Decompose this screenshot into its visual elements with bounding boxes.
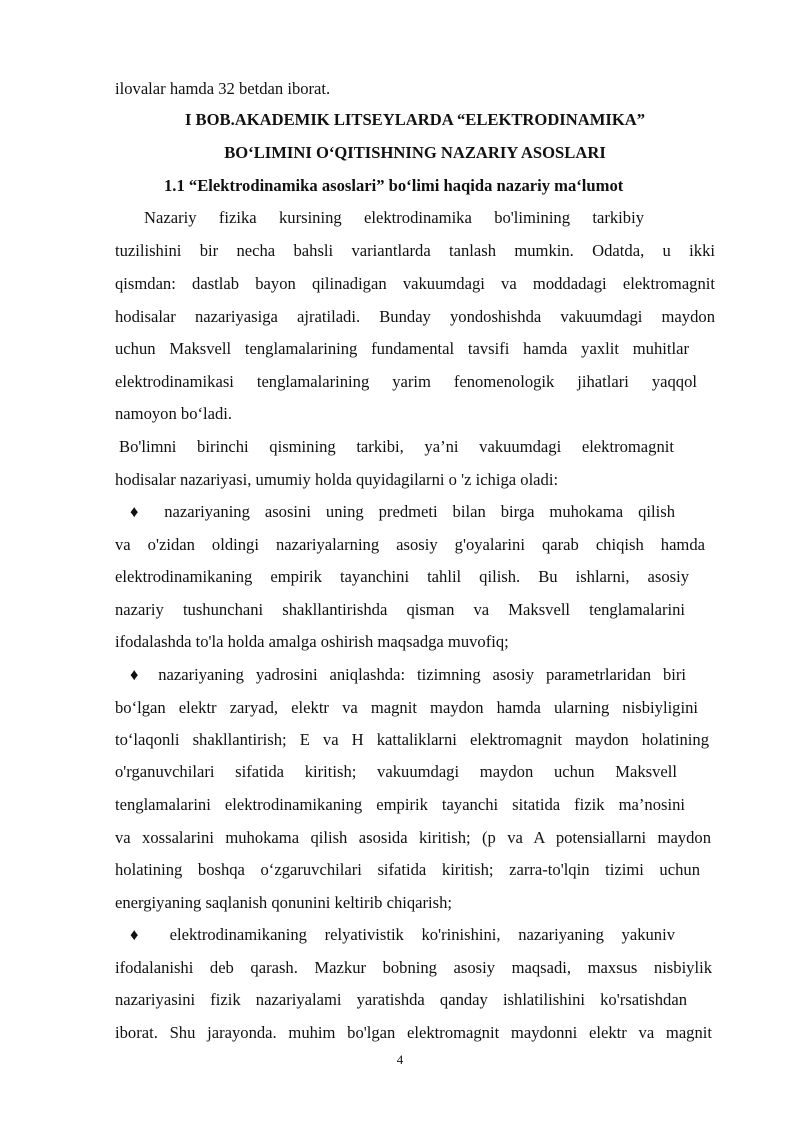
paragraph-line: hodisalar nazariyasiga ajratiladi. Bunday yondoshishda vakuumdagi maydon	[115, 307, 715, 326]
paragraph-line: elektrodinamikasi tenglamalarining yarim fenomenologik jihatlari yaqqol	[115, 372, 697, 391]
paragraph-line: nazariyasini fizik nazariyalami yaratishda qanday ishlatilishini ko'rsatishdan	[115, 990, 687, 1009]
paragraph-line: tuzilishini bir necha bahsli variantlarda tanlash mumkin. Odatda, u ikki	[115, 241, 715, 260]
chapter-title-line-1: I BOB.AKADEMIK LITSEYLARDA “ELEKTRODINAMIKA”	[184, 110, 646, 129]
paragraph-line: nazariy tushunchani shakllantirishda qisman va Maksvell tenglamalarini	[115, 600, 685, 619]
bullet-item-line: ♦ nazariyaning asosini uning predmeti bilan birga muhokama qilish	[130, 502, 675, 521]
paragraph-line: to‘laqonli shakllantirish; E va H kattaliklarni elektromagnit maydon holatining	[115, 730, 709, 749]
text-line-continuation: ilovalar hamda 32 betdan iborat.	[115, 79, 331, 98]
section-heading: 1.1 “Elektrodinamika asoslari” bo‘limi haqida nazariy ma‘lumot	[164, 176, 624, 195]
paragraph-line: o'rganuvchilari sifatida kiritish; vakuumdagi maydon uchun Maksvell	[115, 762, 677, 781]
paragraph-line: va o'zidan oldingi nazariyalarning asosiy g'oyalarini qarab chiqish hamda	[115, 535, 705, 554]
paragraph-line: iborat. Shu jarayonda. muhim bo'lgan elektromagnit maydonni elektr va magnit	[115, 1023, 712, 1042]
paragraph-line: bo‘lgan elektr zaryad, elektr va magnit maydon hamda ularning nisbiyligini	[115, 698, 698, 717]
bullet-item-line: ♦ nazariyaning yadrosini aniqlashda: tizimning asosiy parametrlaridan biri	[130, 665, 686, 684]
paragraph-line: namoyon bo‘ladi.	[115, 404, 233, 423]
paragraph-line: Bo'limni birinchi qismining tarkibi, ya’ni vakuumdagi elektromagnit	[119, 437, 674, 456]
paragraph-line: hodisalar nazariyasi, umumiy holda quyidagilarni o 'z ichiga oladi:	[115, 470, 559, 489]
chapter-title-line-2: BO‘LIMINI O‘QITISHNING NAZARIY ASOSLARI	[224, 143, 606, 162]
paragraph-line: ifodalanishi deb qarash. Mazkur bobning asosiy maqsadi, maxsus nisbiylik	[115, 958, 712, 977]
paragraph-line: ifodalashda to'la holda amalga oshirish maqsadga muvofiq;	[115, 632, 509, 651]
paragraph-line: tenglamalarini elektrodinamikaning empirik tayanchi sitatida fizik ma’nosini	[115, 795, 685, 814]
page-number: 4	[396, 1052, 404, 1067]
paragraph-line: uchun Maksvell tenglamalarining fundamental tavsifi hamda yaxlit muhitlar	[115, 339, 689, 358]
paragraph-line: va xossalarini muhokama qilish asosida kiritish; (p va A potensiallarni maydon	[115, 828, 711, 847]
paragraph-line: elektrodinamikaning empirik tayanchini tahlil qilish. Bu ishlarni, asosiy	[115, 567, 689, 586]
paragraph-line: qismdan: dastlab bayon qilinadigan vakuumdagi va moddadagi elektromagnit	[115, 274, 715, 293]
paragraph-line: Nazariy fizika kursining elektrodinamika bo'limining tarkibiy	[144, 208, 644, 227]
bullet-item-line: ♦ elektrodinamikaning relyativistik ko'rinishini, nazariyaning yakuniv	[130, 925, 675, 944]
paragraph-line: energiyaning saqlanish qonunini keltirib chiqarish;	[115, 893, 453, 912]
paragraph-line: holatining boshqa o‘zgaruvchilari sifatida kiritish; zarra-to'lqin tizimi uchun	[115, 860, 700, 879]
